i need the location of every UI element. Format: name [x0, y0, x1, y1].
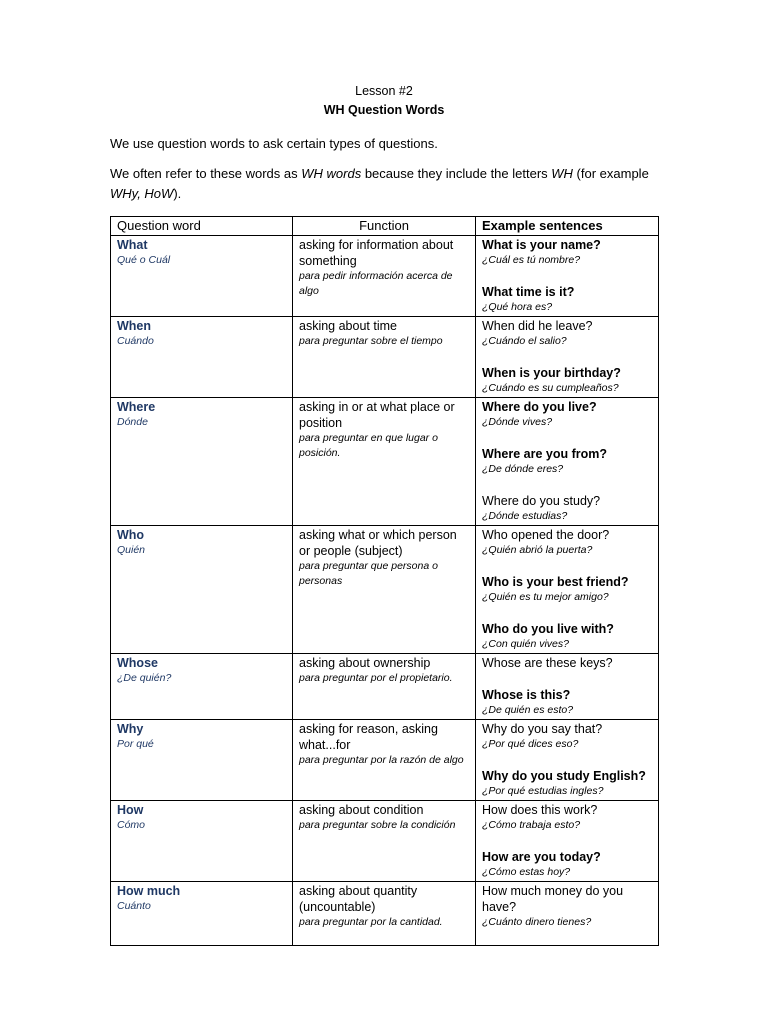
table-header-row: [111, 217, 659, 236]
example-sentence: What time is it?: [482, 285, 575, 299]
examples-cell: [476, 236, 659, 317]
table-row: [111, 398, 659, 526]
question-word-cell: [111, 398, 293, 526]
example-translation: ¿De quién es esto?: [482, 704, 574, 716]
example-translation: ¿Cuándo el salio?: [482, 335, 567, 347]
spacer: [482, 833, 652, 849]
intro-emphasis: WHy, HoW: [110, 186, 174, 201]
examples-cell: [476, 801, 659, 882]
lesson-title: WH Question Words: [323, 103, 445, 117]
function-english: asking what or which person or people (subject): [299, 528, 457, 558]
intro-emphasis: WH: [551, 166, 573, 181]
function-cell: [293, 236, 476, 317]
question-word: When: [117, 319, 152, 333]
example-sentence: Why do you say that?: [482, 722, 603, 736]
example-translation: ¿De dónde eres?: [482, 463, 564, 475]
example-sentence: Whose is this?: [482, 688, 571, 702]
example-translation: ¿Cuándo es su cumpleaños?: [482, 382, 619, 394]
example-sentence: Whose are these keys?: [482, 656, 613, 670]
example-sentence: Why do you study English?: [482, 769, 646, 783]
function-cell: [293, 882, 476, 946]
spacer: [482, 477, 652, 493]
examples-cell: [476, 526, 659, 654]
intro-paragraph-2: [110, 164, 660, 204]
question-word-spanish: Cuánto: [117, 900, 151, 912]
function-spanish: para preguntar por la razón de algo: [299, 754, 464, 766]
lesson-number: Lesson #2: [355, 84, 413, 98]
intro-text: ).: [173, 186, 182, 201]
question-word-cell: [111, 882, 293, 946]
question-word: Why: [117, 722, 144, 736]
function-cell: [293, 317, 476, 398]
question-word: What: [117, 238, 148, 252]
intro-text: because they include the letters: [361, 166, 552, 181]
table-row: [111, 720, 659, 801]
example-sentence: How does this work?: [482, 803, 598, 817]
spacer: [482, 430, 652, 446]
function-spanish: para pedir información acerca de algo: [299, 270, 453, 297]
intro-emphasis: WH words: [301, 166, 362, 181]
question-word-cell: [111, 654, 293, 720]
examples-cell: [476, 720, 659, 801]
example-translation: ¿Con quién vives?: [482, 638, 569, 650]
question-word-cell: [111, 801, 293, 882]
question-word: How much: [117, 884, 181, 898]
example-sentence: Where do you live?: [482, 400, 597, 414]
question-word-spanish: ¿De quién?: [117, 672, 172, 684]
table-row: [111, 654, 659, 720]
example-translation: ¿Quién abrió la puerta?: [482, 544, 593, 556]
example-translation: ¿Dónde vives?: [482, 416, 553, 428]
example-translation: ¿Dónde estudias?: [482, 510, 568, 522]
table-row: [111, 526, 659, 654]
spacer: [482, 268, 652, 284]
table-row: [111, 317, 659, 398]
intro-text: (for example: [572, 166, 649, 181]
example-sentence: Who is your best friend?: [482, 575, 629, 589]
question-word-cell: [111, 526, 293, 654]
question-word-spanish: Cuándo: [117, 335, 154, 347]
question-word-spanish: Quién: [117, 544, 146, 556]
table-body: [111, 236, 659, 946]
function-spanish: para preguntar en que lugar o posición.: [299, 432, 438, 459]
function-spanish: para preguntar por la cantidad.: [299, 916, 443, 928]
example-sentence: How much money do you have?: [482, 884, 624, 914]
example-translation: ¿Cuál es tú nombre?: [482, 254, 581, 266]
question-word-spanish: Cómo: [117, 819, 146, 831]
example-translation: ¿Cómo estas hoy?: [482, 866, 571, 878]
function-cell: [293, 654, 476, 720]
example-translation: ¿Por qué estudias ingles?: [482, 785, 604, 797]
example-sentence: Who opened the door?: [482, 528, 610, 542]
example-sentence: Where are you from?: [482, 447, 608, 461]
function-english: asking about condition: [299, 803, 424, 817]
function-cell: [293, 720, 476, 801]
example-translation: ¿Cuánto dinero tienes?: [482, 916, 592, 928]
question-word-cell: [111, 720, 293, 801]
examples-cell: [476, 398, 659, 526]
function-spanish: para preguntar que persona o personas: [299, 560, 438, 587]
example-translation: ¿Quién es tu mejor amigo?: [482, 591, 609, 603]
example-translation: ¿Cómo trabaja esto?: [482, 819, 581, 831]
function-english: asking about ownership: [299, 656, 431, 670]
example-sentence: What is your name?: [482, 238, 601, 252]
example-translation: ¿Qué hora es?: [482, 301, 553, 313]
intro-paragraph-1: We use question words to ask certain types of questions.: [110, 136, 438, 151]
spacer: [482, 671, 652, 687]
question-word: How: [117, 803, 144, 817]
table-row: [111, 801, 659, 882]
example-translation: ¿Por qué dices eso?: [482, 738, 579, 750]
question-word-cell: [111, 236, 293, 317]
intro-text: We often refer to these words as: [110, 166, 302, 181]
question-word: Who: [117, 528, 145, 542]
example-sentence: When is your birthday?: [482, 366, 621, 380]
header-question-word: Question word: [111, 217, 293, 236]
examples-cell: [476, 654, 659, 720]
spacer: [482, 349, 652, 365]
question-word: Whose: [117, 656, 158, 670]
header-function: Function: [293, 217, 476, 236]
example-sentence: Who do you live with?: [482, 622, 614, 636]
function-cell: [293, 398, 476, 526]
function-cell: [293, 801, 476, 882]
examples-cell: [476, 882, 659, 946]
function-cell: [293, 526, 476, 654]
function-english: asking about quantity (uncountable): [299, 884, 418, 914]
example-sentence: Where do you study?: [482, 494, 601, 508]
question-words-table: [110, 216, 659, 946]
spacer: [482, 605, 652, 621]
question-word: Where: [117, 400, 156, 414]
table-row: [111, 882, 659, 946]
function-english: asking for reason, asking what...for: [299, 722, 438, 752]
example-sentence: When did he leave?: [482, 319, 593, 333]
examples-cell: [476, 317, 659, 398]
table-row: [111, 236, 659, 317]
question-word-cell: [111, 317, 293, 398]
function-english: asking in or at what place or position: [299, 400, 455, 430]
spacer: [482, 558, 652, 574]
function-spanish: para preguntar por el propietario.: [299, 672, 453, 684]
function-spanish: para preguntar sobre el tiempo: [299, 335, 443, 347]
function-english: asking for information about something: [299, 238, 454, 268]
function-english: asking about time: [299, 319, 397, 333]
question-word-spanish: Qué o Cuál: [117, 254, 171, 266]
spacer: [482, 752, 652, 768]
function-spanish: para preguntar sobre la condición: [299, 819, 456, 831]
header-example-sentences: Example sentences: [476, 217, 659, 236]
question-word-spanish: Dónde: [117, 416, 148, 428]
question-word-spanish: Por qué: [117, 738, 154, 750]
example-sentence: How are you today?: [482, 850, 601, 864]
